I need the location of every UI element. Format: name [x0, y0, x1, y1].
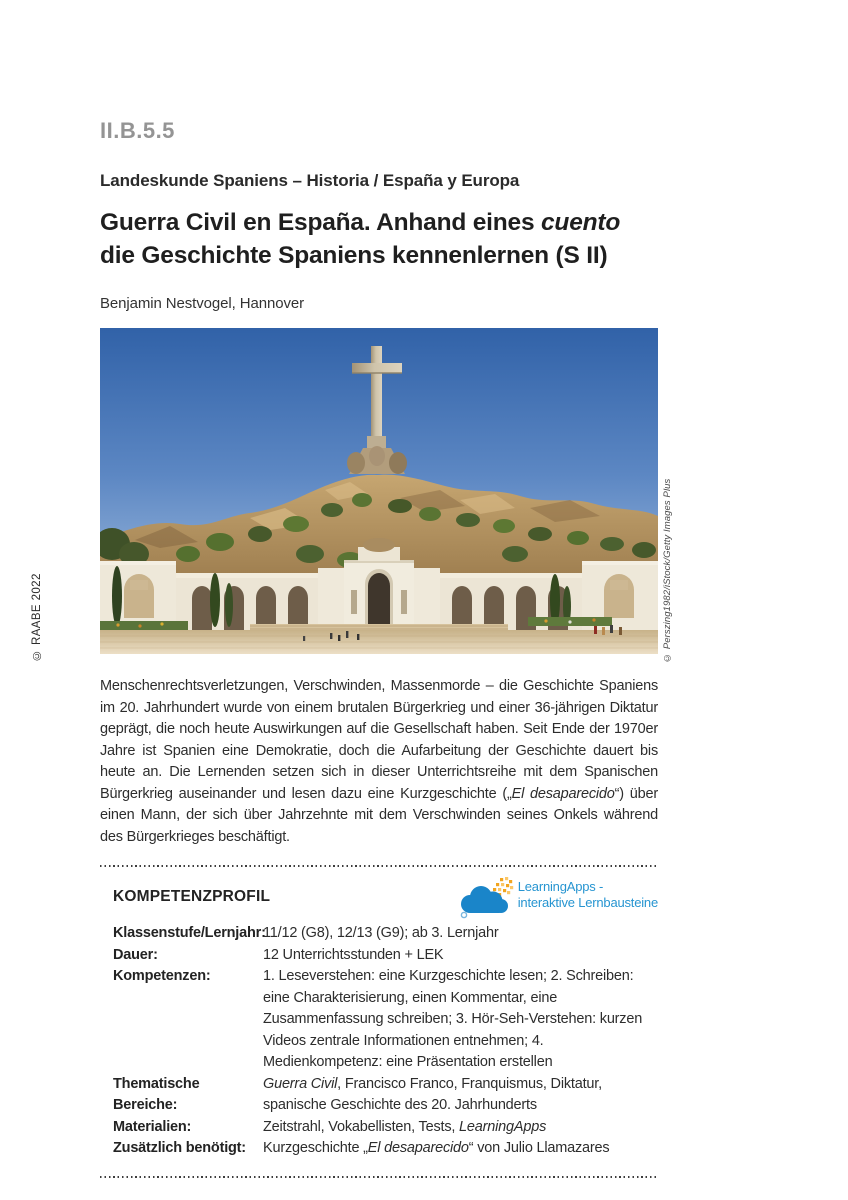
table-row: Dauer: 12 Unterrichtsstunden + LEK: [113, 946, 444, 963]
page-title: Guerra Civil en España. Anhand eines cuento die Geschichte Spaniens kennenlernen (S II): [100, 209, 621, 269]
copyright-sidebar: © RAABE 2022: [31, 573, 43, 661]
table-row: Thematische Bereiche: Guerra Civil, Francisco Franco, Franquismus, Diktatur, spanische Geschichte des 20. Jahrhunderts: [113, 1075, 602, 1113]
author-line: Benjamin Nestvogel, Hannover: [100, 295, 304, 312]
dotted-divider-bottom: [100, 1176, 658, 1178]
table-row: Klassenstufe/Lernjahr: 11/12 (G8), 12/13 (G9); ab 3. Lernjahr: [113, 925, 499, 941]
table-row: Zusätzlich benötigt: Kurzgeschichte „El desaparecido“ von Julio Llamazares: [113, 1140, 610, 1156]
unit-code: II.B.5.5: [100, 118, 175, 143]
photo-valle-de-los-caidos: [100, 328, 658, 654]
table-row: Materialien: Zeitstrahl, Vokabellisten, Tests, LearningApps: [113, 1118, 547, 1135]
table-row: Kompetenzen: 1. Leseverstehen: eine Kurzgeschichte lesen; 2. Schreiben: eine Charakterisierung, einen Kommentar, eine Zusammenfassung schreiben; 3. Hör-Seh-Verstehen: kurzen Videos zentrale Informationen entnehmen; 4. Medienkompetenz: eine Präsentation erstellen: [113, 968, 643, 1070]
image-credit: © Perszing1982/iStock/Getty Images Plus: [662, 478, 673, 663]
series-line: Landeskunde Spaniens – Historia / España y Europa: [100, 171, 520, 190]
profile-table: [113, 923, 658, 1160]
cloud-pixels-icon: [456, 876, 514, 920]
intro-paragraph: Menschenrechtsverletzungen, Verschwinden, Massenmorde – die Geschichte Spaniens im 20. Jahrhundert wurde von einem brutalen Bürgerkrieg und einer 36-jährigen Diktatur geprägt, die noch heute Auswirkungen auf die Gesellschaft haben. Seit Ende der 1970er Jahre ist Spanien eine Demokratie, doch die Aufarbeitung der Geschichte dauert bis heute an. Die Lernenden setzen sich in dieser Unterrichtsreihe mit dem Spanischen Bürgerkrieg auseinander und lesen dazu eine Kurzgeschichte („El desaparecido“) über einen Mann, der sich über Jahrzehnte mit dem Verschwinden seines Onkels während des Bürgerkrieges beschäftigt.: [100, 678, 658, 845]
competence-profile: [100, 876, 658, 1160]
dotted-divider-top: [100, 865, 658, 867]
logo-text: LearningApps - interaktive Lernbausteine: [517, 879, 658, 910]
profile-heading: KOMPETENZPROFIL: [113, 888, 271, 905]
learningapps-logo: [456, 876, 658, 920]
